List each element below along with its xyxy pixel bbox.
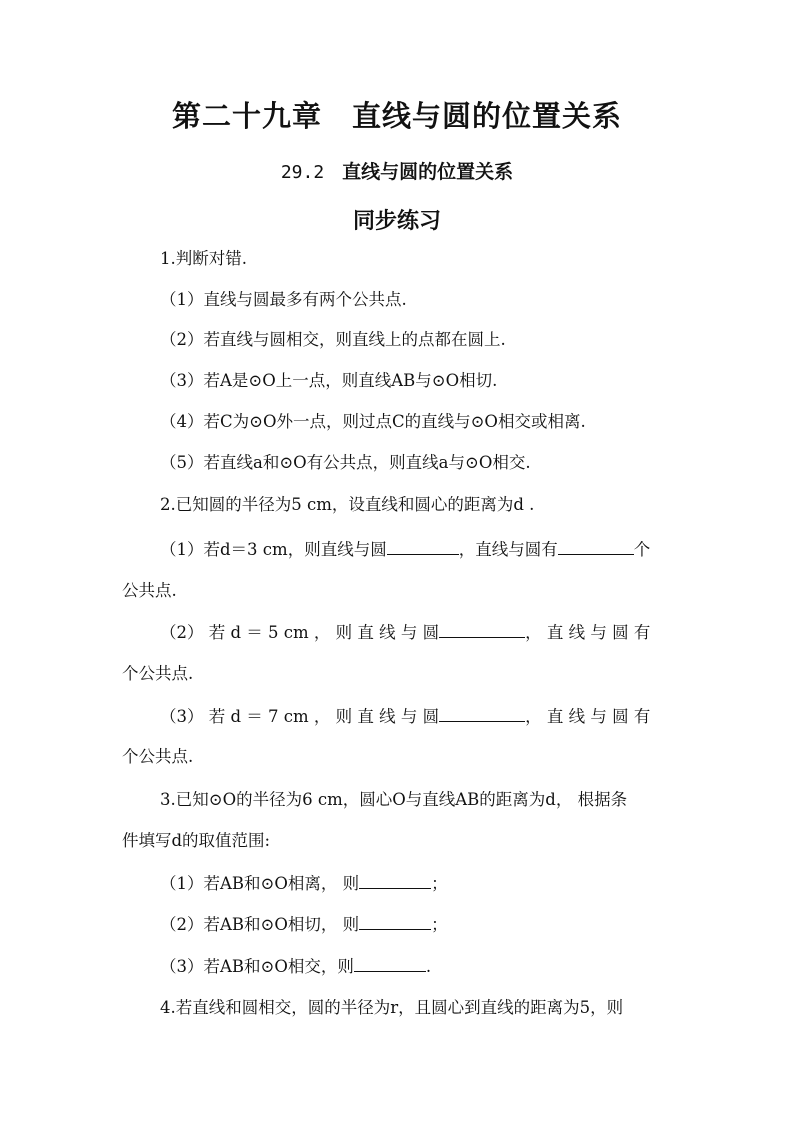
q2-item-1-text-c: 个	[633, 540, 651, 559]
q1-item-2: （2）若直线与圆相交，则直线上的点都在圆上.	[160, 330, 506, 349]
answer-blank[interactable]	[558, 538, 634, 555]
q3-item-3	[160, 955, 431, 978]
q2-item-1-text-b: ，直线与圆有	[458, 540, 558, 559]
q1-item-3: （3）若A是⊙O上一点，则直线AB与⊙O相切.	[160, 371, 498, 390]
q2-item-2	[160, 621, 650, 644]
q2-item-3-text-a: （3） 若 d ＝ 7 cm ， 则 直 线 与 圆	[160, 707, 440, 726]
q3-item-2	[160, 913, 448, 936]
q2-item-2-text-b: ， 直 线 与 圆 有	[525, 623, 651, 642]
chapter-title	[0, 94, 794, 135]
answer-blank[interactable]	[359, 872, 431, 889]
q3-item-3-end: .	[425, 957, 432, 976]
section-number: 29.2	[280, 162, 325, 183]
q2-item-2-cont: 个公共点.	[122, 664, 194, 683]
q4-stem: 4.若直线和圆相交，圆的半径为r，且圆心到直线的距离为5，则	[160, 998, 624, 1017]
q2-item-3-text-b: ， 直 线 与 圆 有	[525, 707, 651, 726]
answer-blank[interactable]	[439, 705, 525, 722]
chapter-name: 直线与圆的位置关系	[352, 99, 623, 133]
q3-item-2-end: ；	[431, 915, 448, 934]
answer-blank[interactable]	[439, 621, 525, 638]
q3-stem-cont: 件填写d的取值范围:	[122, 831, 271, 850]
q2-stem: 2.已知圆的半径为5 cm，设直线和圆心的距离为d .	[160, 495, 535, 514]
q1-item-1: （1）直线与圆最多有两个公共点.	[160, 290, 407, 309]
q1-item-4: （4）若C为⊙O外一点，则过点C的直线与⊙O相交或相离.	[160, 412, 586, 431]
q3-item-1-end: ；	[431, 874, 448, 893]
q2-item-2-text-a: （2） 若 d ＝ 5 cm ， 则 直 线 与 圆	[160, 623, 440, 642]
answer-blank[interactable]	[359, 913, 431, 930]
q3-item-1-text: （1）若AB和⊙O相离， 则	[160, 874, 360, 893]
q1-stem: 1.判断对错.	[160, 249, 247, 268]
section-name: 直线与圆的位置关系	[342, 161, 514, 183]
q3-stem: 3.已知⊙O的半径为6 cm，圆心O与直线AB的距离为d， 根据条	[160, 790, 628, 809]
q2-item-1-cont: 公共点.	[122, 581, 177, 600]
q1-item-5: （5）若直线a和⊙O有公共点，则直线a与⊙O相交.	[160, 453, 531, 472]
q2-item-3-cont: 个公共点.	[122, 747, 194, 766]
chapter-number: 第二十九章	[171, 99, 322, 133]
section-title	[0, 157, 794, 184]
answer-blank[interactable]	[387, 538, 459, 555]
exercise-heading: 同步练习	[352, 209, 441, 234]
q2-item-3	[160, 705, 650, 728]
answer-blank[interactable]	[354, 955, 426, 972]
q3-item-3-text: （3）若AB和⊙O相交，则	[160, 957, 354, 976]
q3-item-2-text: （2）若AB和⊙O相切， 则	[160, 915, 360, 934]
q2-item-1	[160, 538, 650, 561]
q2-item-1-text-a: （1）若d＝3 cm，则直线与圆	[160, 540, 387, 559]
q3-item-1	[160, 872, 448, 895]
